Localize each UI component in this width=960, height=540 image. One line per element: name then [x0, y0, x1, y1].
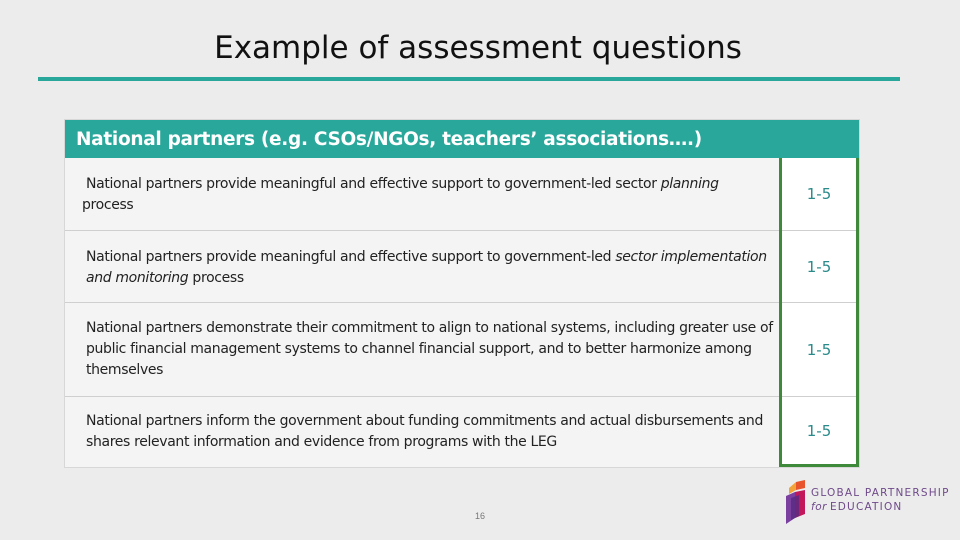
logo-line-1: GLOBAL PARTNERSHIP [811, 487, 950, 499]
question-text-end: process [82, 197, 134, 213]
score-cell: 1-5 [782, 230, 856, 302]
logo-education: EDUCATION [829, 501, 903, 513]
question-text: National partners provide meaningful and effective support to government-led sector [86, 176, 661, 192]
score-cell: 1-5 [782, 396, 856, 464]
question-text-end: process [188, 270, 244, 286]
question-emphasis: planning [660, 176, 719, 192]
score-cell: 1-5 [782, 302, 856, 396]
title-underline [38, 77, 900, 81]
question-text: National partners inform the government about funding commitments and actual disbursements and shares relevant information and evidence from programs with the LEG [86, 413, 763, 450]
book-logo-icon [783, 478, 809, 526]
page-number: 16 [474, 511, 485, 521]
table-header: National partners (e.g. CSOs/NGOs, teachers’ associations….) [65, 120, 859, 158]
gpe-logo [783, 478, 953, 528]
score-cell: 1-5 [806, 185, 832, 203]
question-row [65, 158, 780, 230]
question-emphasis: sector implementation and monitoring [86, 249, 767, 286]
logo-for: for [811, 501, 827, 513]
question-text: National partners demonstrate their commitment to align to national systems, including greater use of public financial management systems to channel financial support, and to better harmonize among themselves [86, 320, 773, 378]
question-row [65, 396, 780, 467]
question-text: National partners provide meaningful and effective support to government-led [86, 249, 616, 265]
logo-line-2 [811, 501, 902, 513]
assessment-table [64, 119, 860, 468]
question-row [65, 230, 780, 302]
slide-title: Example of assessment questions [214, 30, 742, 66]
score-column [779, 158, 859, 467]
question-row [65, 302, 780, 396]
